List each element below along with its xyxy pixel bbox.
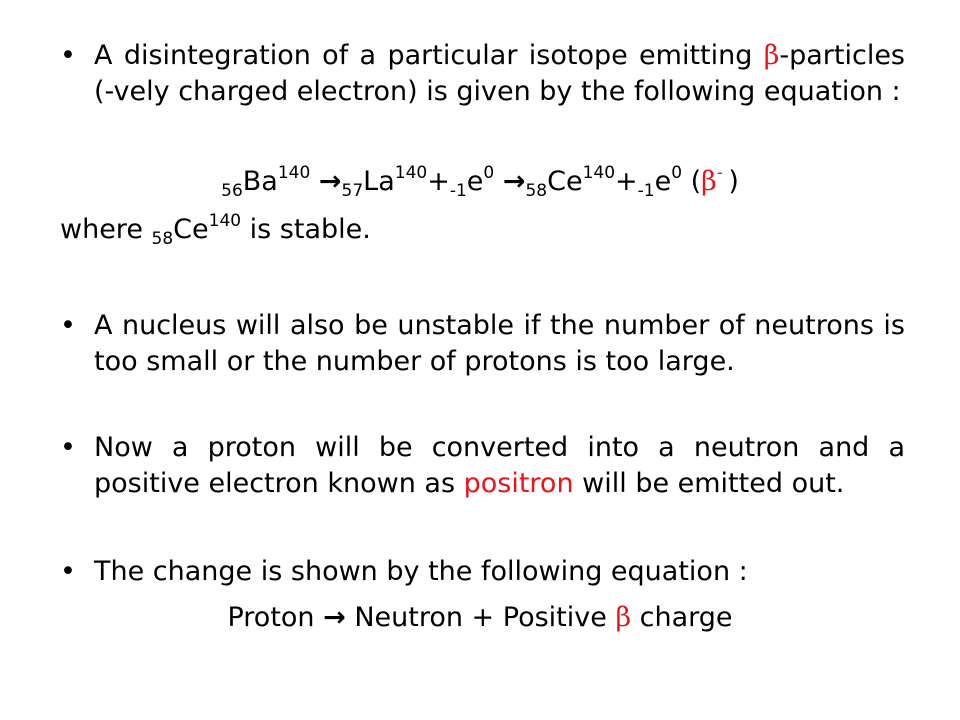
plus-sign: + <box>615 166 638 197</box>
paren-close: ) <box>728 166 739 197</box>
charge-number: -1 <box>637 181 655 201</box>
positron-highlight: positron <box>463 468 574 499</box>
bullet-marker: • <box>60 310 76 341</box>
beta-symbol: β <box>615 602 632 633</box>
mass-number: 140 <box>208 211 242 231</box>
electron-symbol: e <box>654 166 672 197</box>
text-run: Now a proton will be converted into a neutron and a positive electron known as <box>94 432 905 499</box>
neutron-label: Neutron + Positive <box>345 602 616 633</box>
element-symbol: Ce <box>173 214 209 245</box>
text-run: is stable. <box>241 214 371 245</box>
bullet-text <box>94 38 905 110</box>
charge-number: -1 <box>449 181 467 201</box>
text-run: -particles (-vely charged electron) is given by the following equation : <box>94 40 905 107</box>
equation-positron <box>0 600 960 636</box>
mass-number: 0 <box>671 163 683 183</box>
element-symbol: La <box>363 166 395 197</box>
mass-number: 0 <box>483 163 495 183</box>
beta-symbol: β <box>701 166 717 197</box>
mass-number: 140 <box>394 163 428 183</box>
bullet-disintegration <box>60 38 905 110</box>
equation-beta-decay <box>0 164 960 200</box>
charge-label: charge <box>631 602 733 633</box>
beta-symbol: β <box>763 40 780 71</box>
bullet-text <box>94 430 905 502</box>
atomic-number: 57 <box>341 181 364 201</box>
plus-sign: + <box>427 166 450 197</box>
arrow-icon: → <box>502 166 526 197</box>
bullet-unstable-nucleus <box>60 308 905 380</box>
electron-symbol: e <box>466 166 484 197</box>
atomic-number: 58 <box>525 181 548 201</box>
bullet-marker: • <box>60 432 76 463</box>
mass-number: 140 <box>582 163 616 183</box>
element-symbol: Ba <box>242 166 278 197</box>
text-run: where <box>60 214 152 245</box>
bullet-change-equation <box>60 554 905 590</box>
arrow-icon: → <box>323 602 346 633</box>
atomic-number: 56 <box>221 181 243 201</box>
atomic-number: 58 <box>151 229 174 249</box>
element-symbol: Ce <box>547 166 583 197</box>
paren-open: ( <box>682 166 702 197</box>
bullet-marker: • <box>60 40 76 71</box>
bullet-proton-conversion <box>60 430 905 502</box>
bullet-text: A nucleus will also be unstable if the number of neutrons is too small or the number of protons is too large. <box>94 310 905 377</box>
beta-charge: - <box>716 163 729 183</box>
arrow-icon: → <box>318 166 342 197</box>
text-run: A disintegration of a particular isotope emitting <box>94 40 764 71</box>
mass-number: 140 <box>277 163 311 183</box>
bullet-text: The change is shown by the following equation : <box>94 556 748 587</box>
proton-label: Proton <box>227 602 324 633</box>
text-run: will be emitted out. <box>573 468 845 499</box>
bullet-marker: • <box>60 556 76 587</box>
where-line <box>60 212 371 248</box>
